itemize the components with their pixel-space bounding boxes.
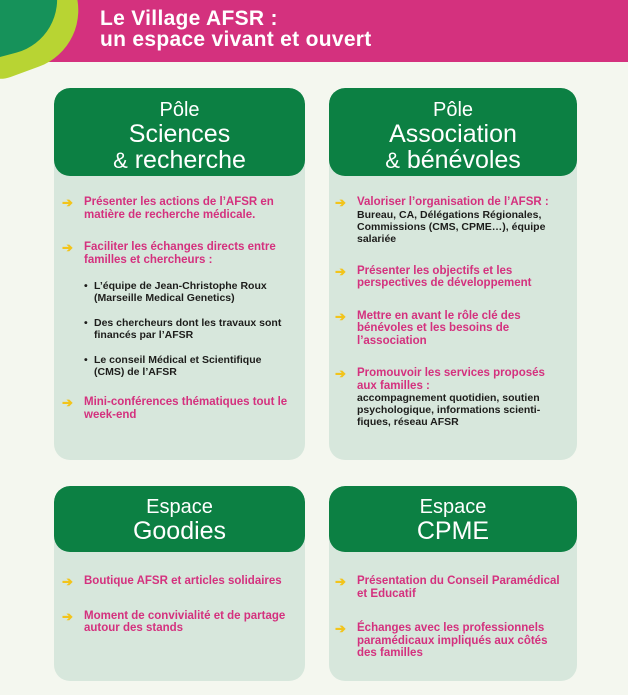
item-text: Boutique AFSR et articles solidaires [84, 575, 282, 587]
item-text: Mini-conférences thématiques tout le week-end [84, 396, 288, 421]
arrow-right-icon: ➔ [335, 263, 346, 279]
list-item [62, 395, 289, 421]
card-goodies [54, 486, 305, 681]
arrow-right-icon: ➔ [335, 308, 346, 324]
arrow-right-icon: ➔ [62, 395, 73, 410]
bullet-list [84, 280, 289, 378]
list-item [335, 574, 567, 600]
card-header [54, 88, 305, 176]
arrow-right-icon: ➔ [62, 608, 73, 624]
card-kicker: Pôle [159, 99, 200, 121]
card-header [329, 486, 577, 552]
card-title: CPME [416, 517, 490, 545]
item-text: Présenter les actions de l’AFSR en matière de recherche médicale. [84, 196, 274, 221]
card-sciences-recherche [54, 88, 305, 460]
list-item [62, 574, 289, 589]
arrow-right-icon: ➔ [335, 195, 346, 210]
card-title: Goodies [132, 517, 227, 545]
arrow-right-icon: ➔ [62, 574, 73, 589]
card-header [54, 486, 305, 552]
list-item [62, 195, 289, 221]
item-detail: Bureau, CA, Délégations Régionales, Commissions (CMS, CPME…), équipe salariée [357, 208, 546, 245]
card-title: Association [389, 120, 517, 148]
list-item [335, 308, 567, 348]
arrow-right-icon: ➔ [335, 574, 346, 589]
card-kicker: Espace [419, 496, 487, 518]
bullet-item: • Des chercheurs dont les travaux sont financés par l’AFSR [84, 317, 289, 341]
page-title-line1: Le Village AFSR : [100, 7, 278, 30]
list-item [335, 195, 567, 245]
list-item [335, 621, 567, 660]
list-item [62, 240, 289, 378]
bullet-item: • L’équipe de Jean-Christophe Roux (Marseille Medical Genetics) [84, 280, 289, 304]
list-item [335, 366, 567, 428]
item-text: Promouvoir les services proposés aux familles : [357, 367, 545, 392]
bullet-item: • Le conseil Médical et Scientifique (CMS) de l’AFSR [84, 354, 289, 378]
arrow-right-icon: ➔ [335, 621, 346, 636]
card-kicker: Pôle [432, 99, 474, 121]
ampersand: & [113, 148, 128, 173]
item-text: Présenter les objectifs et les perspectives de développement [357, 264, 532, 289]
list-item [62, 608, 289, 635]
arrow-right-icon: ➔ [62, 240, 73, 255]
item-text: Moment de convivialité et de partage autour des stands [84, 609, 286, 634]
item-text: Présentation du Conseil Paramédical et Educatif [357, 575, 560, 600]
card-kicker: Espace [146, 496, 213, 518]
arrow-right-icon: ➔ [62, 195, 73, 210]
card-title-2: recherche [134, 146, 246, 174]
arrow-right-icon: ➔ [335, 366, 346, 381]
item-detail: accompagnement quotidien, soutien psychologique, informations scienti-fiques, réseau AFSR [357, 392, 541, 428]
item-text: Faciliter les échanges directs entre familles et chercheurs : [84, 241, 276, 266]
item-text: Échanges avec les professionnels paramédicaux impliqués aux côtés des familles [357, 622, 548, 659]
page-title-line2: un espace vivant et ouvert [100, 28, 372, 51]
item-text: Mettre en avant le rôle clé des bénévoles et les besoins de l’association [357, 309, 521, 347]
ampersand: & [385, 148, 400, 173]
card-header [329, 88, 577, 176]
card-title-2: bénévoles [406, 146, 521, 174]
item-text: Valoriser l’organisation de l’AFSR : [357, 196, 549, 208]
card-title: Sciences [128, 120, 231, 148]
list-item [335, 263, 567, 290]
page-title [100, 8, 372, 50]
card-cpme [329, 486, 577, 681]
card-association-benevoles [329, 88, 577, 460]
